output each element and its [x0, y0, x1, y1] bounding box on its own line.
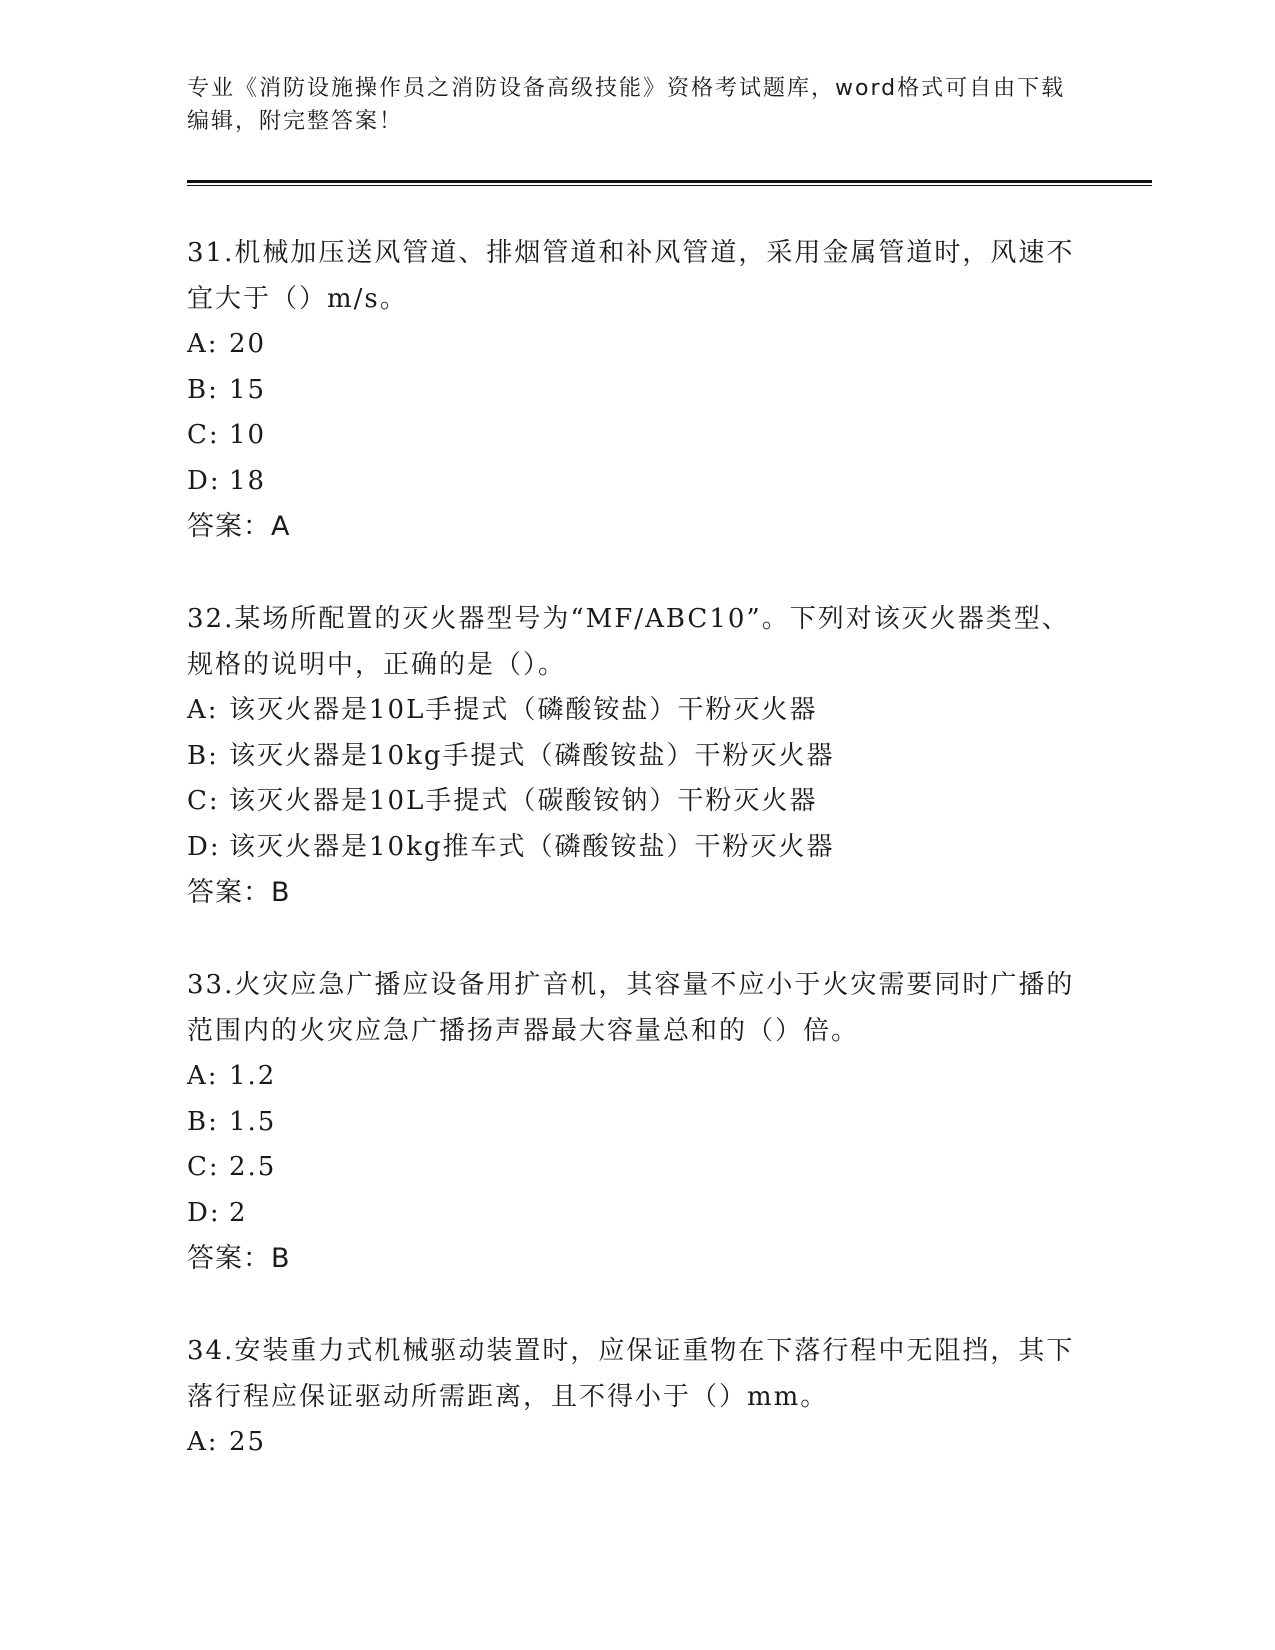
option-d: [187, 825, 1152, 871]
option-a: [187, 1054, 1152, 1100]
option-text: 25: [229, 1427, 267, 1457]
option-b: [187, 368, 1152, 414]
option-c: [187, 779, 1152, 825]
question-stem: 33.火灾应急广播应设备用扩音机，其容量不应小于火灾需要同时广播的范围内的火灾应急广播扬声器最大容量总和的（）倍。: [187, 970, 1075, 1046]
answer: 答案：B: [187, 877, 291, 908]
option-d: [187, 1191, 1152, 1237]
option-d: [187, 459, 1152, 505]
question-stem: 34.安装重力式机械驱动装置时，应保证重物在下落行程中无阻挡，其下落行程应保证驱动所需距离，且不得小于（）mm。: [187, 1336, 1075, 1412]
option-letter: D:: [187, 465, 221, 496]
header-rule-thin: [187, 185, 1152, 186]
option-a: [187, 1420, 1152, 1466]
option-a: [187, 322, 1152, 368]
question-stem: 31.机械加压送风管道、排烟管道和补风管道，采用金属管道时，风速不宜大于（）m/s。: [187, 238, 1075, 314]
question-34: [187, 1328, 1152, 1466]
document-page: [187, 72, 1152, 1512]
option-letter: D:: [187, 1197, 221, 1228]
option-a: [187, 688, 1152, 734]
option-text: 1.2: [229, 1061, 277, 1091]
option-letter: B:: [187, 740, 219, 771]
option-letter: A:: [187, 329, 219, 359]
option-letter: A:: [187, 1061, 219, 1091]
answer: 答案：B: [187, 1243, 291, 1274]
option-text: 10: [229, 420, 267, 450]
question-33: [187, 962, 1152, 1282]
option-letter: A:: [187, 695, 219, 725]
question-list: [187, 230, 1152, 1466]
option-text: 2: [229, 1197, 248, 1228]
option-letter: B:: [187, 374, 219, 405]
option-letter: C:: [187, 420, 220, 450]
question-stem: 32.某场所配置的灭火器型号为“MF/ABC10”。下列对该灭火器类型、规格的说明中，正确的是（）。: [187, 604, 1070, 680]
header-divider: [187, 180, 1152, 186]
answer: 答案：A: [187, 511, 291, 542]
option-text: 该灭火器是10L手提式（碳酸铵钠）干粉灭火器: [229, 786, 818, 816]
option-letter: D:: [187, 831, 221, 862]
option-b: [187, 1100, 1152, 1146]
option-c: [187, 1145, 1152, 1191]
option-letter: A:: [187, 1427, 219, 1457]
option-b: [187, 734, 1152, 780]
option-c: [187, 413, 1152, 459]
option-text: 该灭火器是10kg推车式（磷酸铵盐）干粉灭火器: [229, 831, 835, 862]
option-text: 该灭火器是10L手提式（磷酸铵盐）干粉灭火器: [229, 695, 818, 725]
option-text: 15: [229, 374, 267, 405]
document-header: 专业《消防设施操作员之消防设备高级技能》资格考试题库，word格式可自由下载编辑，附完整答案！: [187, 76, 1066, 134]
option-letter: B:: [187, 1106, 219, 1137]
option-text: 18: [229, 465, 267, 496]
option-text: 2.5: [229, 1152, 277, 1182]
question-31: [187, 230, 1152, 550]
option-letter: C:: [187, 786, 220, 816]
question-32: [187, 596, 1152, 916]
option-text: 20: [229, 329, 267, 359]
option-text: 1.5: [229, 1106, 277, 1137]
header-rule-thick: [187, 180, 1152, 183]
option-text: 该灭火器是10kg手提式（磷酸铵盐）干粉灭火器: [229, 740, 835, 771]
option-letter: C:: [187, 1152, 220, 1182]
